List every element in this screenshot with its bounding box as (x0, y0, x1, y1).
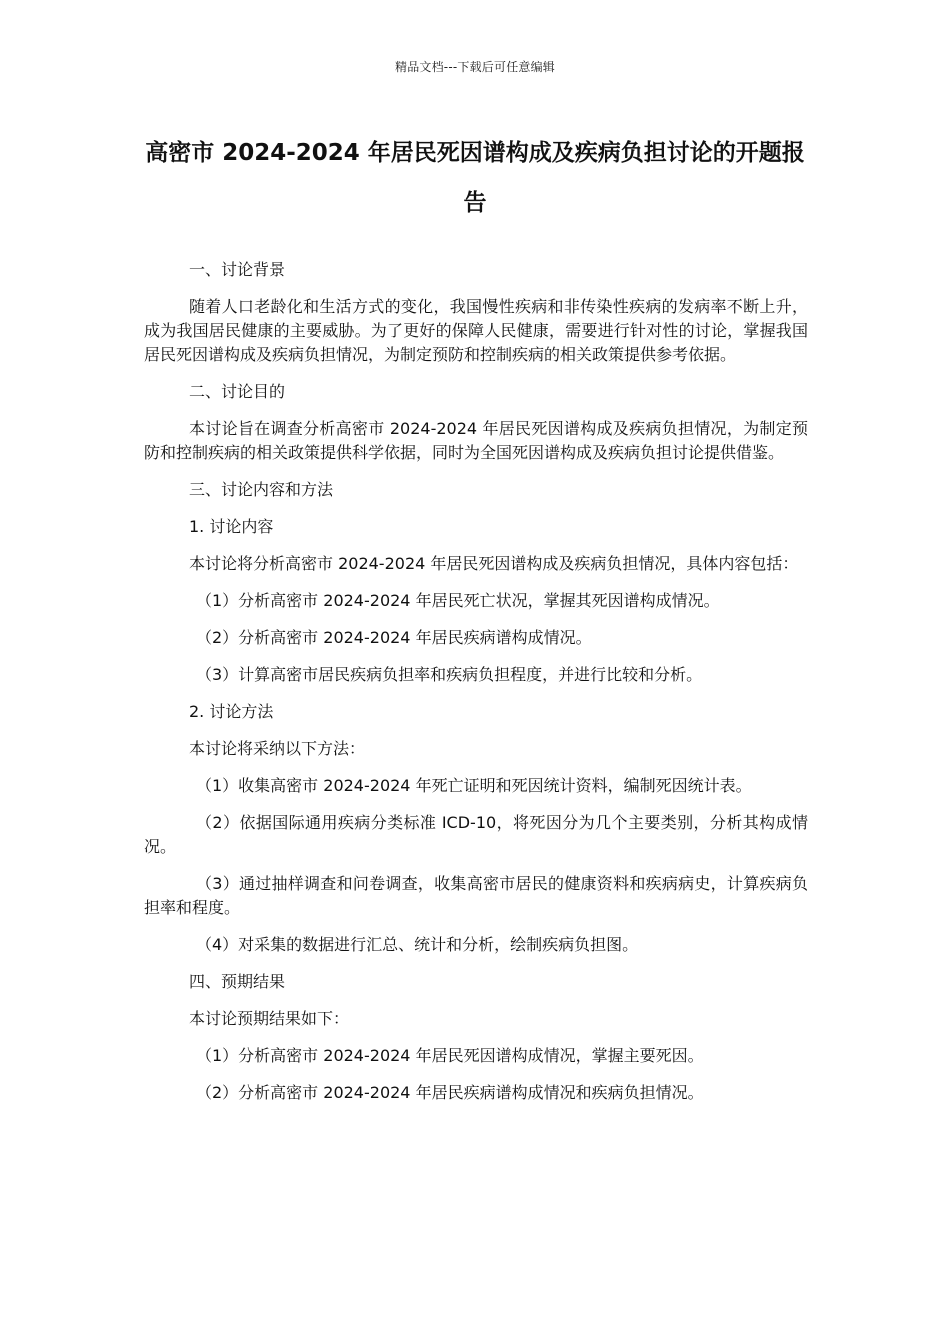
method-intro-paragraph: 本讨论将采纳以下方法： (189, 739, 366, 758)
subheading-content: 1. 讨论内容 (189, 517, 274, 536)
background-paragraph: 随着人口老龄化和生活方式的变化，我国慢性疾病和非传染性疾病的发病率不断上升，成为我国居民健康的主要威胁。为了更好的保障人民健康，需要进行针对性的讨论，掌握我国居民死因谱构成及疾病负担情况，为制定预防和控制疾病的相关政策提供参考依据。 (144, 297, 808, 364)
content-intro-paragraph: 本讨论将分析高密市 2024-2024 年居民死因谱构成及疾病负担情况，具体内容包括： (189, 554, 799, 573)
method-list-item: （1）收集高密市 2024-2024 年死亡证明和死因统计资料，编制死因统计表。 (196, 776, 752, 795)
document-body (144, 258, 808, 1118)
method-list-item: （3）通过抽样调查和问卷调查，收集高密市居民的健康资料和疾病病史，计算疾病负担率和程度。 (144, 874, 808, 917)
section-heading-expected: 四、预期结果 (189, 972, 286, 991)
expected-list-item: （2）分析高密市 2024-2024 年居民疾病谱构成情况和疾病负担情况。 (196, 1083, 704, 1102)
purpose-paragraph: 本讨论旨在调查分析高密市 2024-2024 年居民死因谱构成及疾病负担情况，为制定预防和控制疾病的相关政策提供科学依据，同时为全国死因谱构成及疾病负担讨论提供借鉴。 (144, 419, 808, 462)
method-list-item: （4）对采集的数据进行汇总、统计和分析，绘制疾病负担图。 (196, 935, 639, 954)
expected-list-item: （1）分析高密市 2024-2024 年居民死因谱构成情况，掌握主要死因。 (196, 1046, 704, 1065)
content-list-item: （3）计算高密市居民疾病负担率和疾病负担程度，并进行比较和分析。 (196, 665, 703, 684)
expected-intro-paragraph: 本讨论预期结果如下： (189, 1009, 350, 1028)
content-list-item: （1）分析高密市 2024-2024 年居民死亡状况，掌握其死因谱构成情况。 (196, 591, 720, 610)
content-list-item: （2）分析高密市 2024-2024 年居民疾病谱构成情况。 (196, 628, 592, 647)
method-list-item: （2）依据国际通用疾病分类标准 ICD-10，将死因分为几个主要类别，分析其构成情况。 (144, 813, 808, 856)
page-header-watermark: 精品文档---下载后可任意编辑 (395, 60, 555, 74)
section-heading-background: 一、讨论背景 (189, 260, 286, 279)
section-heading-content-method: 三、讨论内容和方法 (189, 480, 334, 499)
subheading-method: 2. 讨论方法 (189, 702, 274, 721)
document-title: 高密市 2024-2024 年居民死因谱构成及疾病负担讨论的开题报告 (145, 140, 805, 216)
section-heading-purpose: 二、讨论目的 (189, 382, 286, 401)
